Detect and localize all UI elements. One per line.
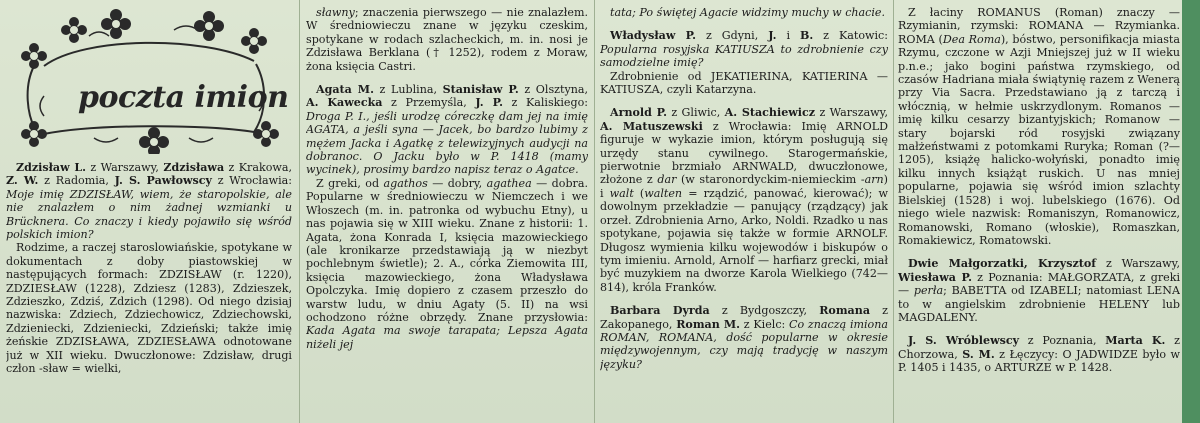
text-run: Kada Agata ma swoje tarapata; Lepsza Agata niżeli jej [306,324,588,351]
text-run: Władysław P. [610,29,697,43]
text-run: Droga P. I., jeśli urodzę córeczkę dam jej na imię AGATA, a jeśli syna — Jacek, bo bardzo lubimy z mężem Jacka i Agatkę z telewizyjnych audycji na dobranoc. O Jacku było w P. 1418 (mamy wycinek), prosimy bardzo napisz teraz o Agatce. [306,109,588,177]
text-run: ; znaczenia pierwszego — nie znalazłem. W średniowieczu znane w języku czeskim, spotykane w rodach szlacheckich, m. in. nosi je Zdzisława Berklana († 1252), rodem z Moraw, żona księcia Castri. [306,6,588,73]
text-run: Dea Roma [942,32,1001,46]
text-run: J. S. Pawłowscy [114,174,212,188]
text-run: z Zakopanego, [600,304,888,331]
text-run: -arn [860,173,884,187]
text-run: z Warszawy, [1096,257,1180,271]
text-run: Marta K. [1105,334,1166,348]
text-run: Roman M. [676,317,741,331]
text-run: Z. W. [6,174,39,188]
text-run: z Lublina, [373,83,443,97]
column-divider [893,0,894,423]
paragraph [600,304,888,371]
text-run: Zdzisław L. [16,161,87,174]
paragraph [898,334,1180,374]
text-run: Zdrobnienie od JEKATIERINA, KATIERINA — KATIUSZA, czyli Katarzyna. [600,69,888,97]
text-run: Agata M. [316,83,374,97]
text-run: walt [609,186,634,200]
text-run: — dobry, [427,176,487,190]
text-run: Popularna rosyjska KATIUSZA to zdrobnienie czy samodzielne imię? [600,42,888,70]
text-run: i [776,29,800,43]
column-1-text [6,161,292,376]
text-run: agathos [383,176,428,190]
text-run: S. M. [962,347,995,361]
text-run: J. [768,29,777,43]
text-run: Romana [819,304,871,318]
text-run: z Katowic: [813,29,888,43]
text-run: Arnold P. [610,106,667,120]
text-run: Z greki, od [316,176,384,190]
text-run: ) i [600,173,888,200]
paragraph [600,70,888,97]
text-run: z Radomia, [38,174,115,188]
text-run: ; BABETTA od IZABELI; natomiast LENA to w angielskim zdrobnienie HELENY lub MAGDALENY. [898,284,1180,324]
text-run: A. Kawecka [306,96,383,110]
text-run: dar [657,173,677,187]
text-run: z Przemyśla, [382,96,476,110]
text-run: Stanisław P. [442,83,519,97]
text-run: z Olsztyna, [518,83,588,97]
text-run: B. [799,29,814,43]
text-run: Z łaciny ROMANUS (Roman) znaczy — Rzymianin, rzymski: ROMANA — Rzymianka. ROMA ( [898,6,1180,46]
text-run: agathea [486,176,532,190]
text-run: z Wrocławia: Imię ARNOLD figuruje w wykazie imion, którym posługują się urzędy stanu cywilnego. Starogermańskie, pierwotnie brzmiało ARNWALD, dwuczłonowe, złożone z [600,119,888,187]
column-divider [299,0,300,423]
text-run: ( [633,186,645,200]
text-run: z Warszawy, [815,106,888,120]
text-run: J. P. [475,96,503,110]
text-run: z Gliwic, [666,106,725,120]
text-run: z Łęczycy: O JADWIDZE było w P. 1405 i 1435, o ARTURZE w P. 1428. [898,347,1180,375]
text-run: z Wrocławia: [211,174,292,188]
text-run: Moje imię ZDZISŁAW, wiem, że staropolskie, ale nie znalazłem o nim żadnej wzmianki u Brücknera. Co znaczy i kiedy pojawiło się wśród polskich imion? [6,187,292,242]
paragraph [898,6,1180,247]
text-run: z Chorzowa, [898,334,1180,361]
text-run: Barbara Dyrda [610,304,710,318]
text-run: z Gdyni, [696,29,769,43]
text-run: sławny [316,6,355,19]
column-3 [600,6,888,418]
paragraph [600,6,888,19]
text-run: ), bóstwo, personifikacja miasta Rzymu, czczone w Azji Mniejszej już w II wieku p.n.e.; jako bogini państwa rzymskiego, od czasów Hadriana miała świątynię razem z Wenerą przy Via Sacra. Przedstawiano ją z tarczą i włócznią, w hełmie uskrzydlonym. Romanos — imię kilku cesarzy bizantyjskich; Romanow — stary bojarski ród rosyjski związany małżeństwami z potomkami Ruryka; Roman (?—1205), książę halicko-wołyński, ponadto imię kilku innych książąt ruskich. U nas mniej popularne, pojawia się wśród imion szlachty Bielskiej (1528) i woj. lubelskiego (1676). Od niego wiele nazwisk: Romaniszyn, Romanowicz, Romanowski, Romano (włoskie), Romaszkan, Romakiewicz, Romatowski. [898,32,1180,247]
text-run: Rodzime, a raczej staroslowiańskie, spotykane w dokumentach z doby piastowskiej w następujących formach: ZDZISŁAW (r. 1220), ZDZIESŁAW (1228), Zdziesz (1283), Zdzieszek, Zdzieszko, Zdziś, Zdzich (1298). Od niego dzisiaj nazwiska: Zdziech, Zdziechowicz, Zdziechowski, Zdzieniecki, Zdzieniecki, Zdzieński; także imię żeńskie ZDZISŁAWA, ZDZIESŁAWA odnotowane już w XII wieku. Dwuczłonowe: Zdzisław, drugi człon -sław = wielki, [6,241,292,376]
column-1 [6,6,292,418]
text-run: walten [644,186,683,200]
paragraph [306,6,588,73]
text-run: A. Matuszewski [600,119,703,133]
text-run: z Poznania: MAŁGORZATA, z greki — [898,270,1180,298]
paragraph [898,257,1180,324]
column-4 [898,6,1180,418]
banner-title: poczta imion [78,80,289,115]
text-run: Zdzisława [163,161,225,174]
text-run: perła [913,284,944,298]
paragraph [600,29,888,69]
paragraph [306,83,588,177]
paragraph [6,241,292,375]
text-run: z Krakowa, [224,161,292,174]
green-edge [1182,0,1200,423]
text-run: z Bydgoszczy, [709,304,820,318]
text-run: Wiesława P. [898,270,972,284]
text-run: Dwie Małgorzatki, Krzysztof [908,257,1097,271]
column-divider [594,0,595,423]
column-2 [306,6,588,418]
text-run: tata; Po świętej Agacie widzimy muchy w chacie. [610,6,886,19]
text-run: = rządzić, panować, kierować); w dowolnym przekładzie — panujący (rządzący) jak orzeł. Zdrobnienia Arno, Arko, Noldi. Rzadko u nas spotykane, pojawia się także w formie ARNOLF. Długosz wymienia kilku wojewodów i biskupów o tym imieniu. Arnold, Arnolf — harfiarz grecki, miał być muzykiem na dworze Karola Wielkiego (742—814), króla Franków. [600,186,888,294]
text-run: — dobra. Popularne w średniowieczu w Niemczech i we Włoszech (m. in. patronka od wybuchu Etny), u nas pojawia się w XIII wieku. Znane z historii: 1. Agata, żona Konrada I, księcia mazowieckiego (ale kronikarze przedstawiają ją w niezbyt pochlebnym świetle); 2. A., córka Ziemowita III, księcia mazowieckiego, żona Władysława Opolczyka. Imię dopiero z czasem przeszło do warstw ludu, w dniu Agaty (5. II) na wsi ochodzono różne obrzędy. Znane przysłowia: [306,176,588,324]
text-run: z Poznania, [1019,334,1106,348]
text-run: A. Stachiewicz [724,106,816,120]
text-run: z Warszawy, [86,161,164,174]
text-run: J. S. Wróblewscy [908,334,1020,348]
paragraph [6,161,292,241]
text-run: z Kielc: [740,317,790,331]
paragraph [306,177,588,351]
text-run: z Kaliskiego: [502,96,588,110]
paragraph [600,106,888,294]
text-run: (w staronordyckim-niemieckim [676,173,861,187]
text-run: Co znaczą imiona ROMAN, ROMANA, dość popularne w okresie międzywojennym, czy mają tradycję w naszym języku? [600,317,888,371]
